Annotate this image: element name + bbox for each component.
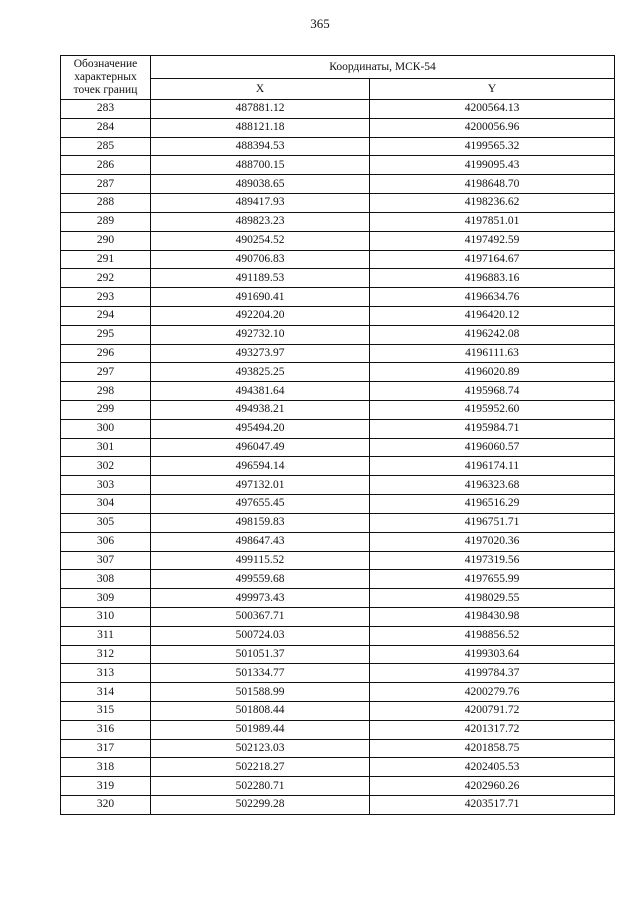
y-coordinate-cell: 4196420.12	[370, 306, 615, 325]
point-number-cell: 303	[61, 476, 151, 495]
x-coordinate-cell: 487881.12	[151, 100, 370, 119]
table-row	[61, 382, 615, 401]
y-coordinate-cell: 4198430.98	[370, 607, 615, 626]
y-coordinate-cell: 4197164.67	[370, 250, 615, 269]
point-number-cell: 283	[61, 100, 151, 119]
x-coordinate-cell: 499973.43	[151, 589, 370, 608]
point-number-cell: 309	[61, 589, 151, 608]
table-header-row	[61, 56, 615, 79]
point-number-cell: 297	[61, 363, 151, 382]
y-coordinate-cell: 4198856.52	[370, 626, 615, 645]
table-row	[61, 683, 615, 702]
table-row	[61, 231, 615, 250]
y-coordinate-cell: 4196883.16	[370, 269, 615, 288]
table-row	[61, 100, 615, 119]
point-number-cell: 294	[61, 306, 151, 325]
table-row	[61, 720, 615, 739]
table-row	[61, 664, 615, 683]
point-number-cell: 301	[61, 438, 151, 457]
y-coordinate-cell: 4200279.76	[370, 683, 615, 702]
point-number-cell: 311	[61, 626, 151, 645]
y-coordinate-cell: 4203517.71	[370, 796, 615, 815]
table-row	[61, 589, 615, 608]
table-row	[61, 401, 615, 420]
y-coordinate-cell: 4200564.13	[370, 100, 615, 119]
x-coordinate-cell: 489038.65	[151, 175, 370, 194]
table-row	[61, 626, 615, 645]
table-row	[61, 495, 615, 514]
y-coordinate-cell: 4198236.62	[370, 194, 615, 213]
x-coordinate-cell: 497655.45	[151, 495, 370, 514]
x-coordinate-cell: 488121.18	[151, 118, 370, 137]
y-coordinate-cell: 4198029.55	[370, 589, 615, 608]
y-coordinate-cell: 4195952.60	[370, 401, 615, 420]
point-number-cell: 288	[61, 194, 151, 213]
point-designation-header	[61, 56, 151, 100]
x-coordinate-cell: 499559.68	[151, 570, 370, 589]
table-row	[61, 212, 615, 231]
y-coordinate-cell: 4199095.43	[370, 156, 615, 175]
x-coordinate-cell: 491189.53	[151, 269, 370, 288]
y-coordinate-cell: 4196242.08	[370, 325, 615, 344]
point-number-cell: 293	[61, 288, 151, 307]
point-number-cell: 318	[61, 758, 151, 777]
table-row	[61, 777, 615, 796]
x-coordinate-cell: 488394.53	[151, 137, 370, 156]
x-coordinate-cell: 501051.37	[151, 645, 370, 664]
point-number-cell: 298	[61, 382, 151, 401]
y-coordinate-cell: 4196111.63	[370, 344, 615, 363]
point-number-cell: 292	[61, 269, 151, 288]
table-row	[61, 645, 615, 664]
x-coordinate-cell: 493825.25	[151, 363, 370, 382]
x-coordinate-cell: 497132.01	[151, 476, 370, 495]
y-coordinate-cell: 4196020.89	[370, 363, 615, 382]
table-row	[61, 551, 615, 570]
point-number-cell: 289	[61, 212, 151, 231]
y-coordinate-cell: 4196323.68	[370, 476, 615, 495]
y-coordinate-cell: 4196174.11	[370, 457, 615, 476]
y-coordinate-cell: 4196751.71	[370, 513, 615, 532]
table-row	[61, 325, 615, 344]
point-header-line: Обозначение	[73, 58, 138, 70]
point-number-cell: 284	[61, 118, 151, 137]
y-coordinate-cell: 4195968.74	[370, 382, 615, 401]
point-number-cell: 312	[61, 645, 151, 664]
y-coordinate-cell: 4197492.59	[370, 231, 615, 250]
table-row	[61, 438, 615, 457]
table-row	[61, 796, 615, 815]
point-number-cell: 304	[61, 495, 151, 514]
x-coordinate-cell: 490706.83	[151, 250, 370, 269]
x-coordinate-cell: 492204.20	[151, 306, 370, 325]
point-number-cell: 306	[61, 532, 151, 551]
point-number-cell: 315	[61, 702, 151, 721]
x-column-header: X	[151, 79, 370, 100]
point-number-cell: 307	[61, 551, 151, 570]
x-coordinate-cell: 489823.23	[151, 212, 370, 231]
x-coordinate-cell: 502218.27	[151, 758, 370, 777]
x-coordinate-cell: 491690.41	[151, 288, 370, 307]
table-row	[61, 288, 615, 307]
coordinates-header: Координаты, МСК-54	[151, 56, 615, 79]
x-coordinate-cell: 502299.28	[151, 796, 370, 815]
x-coordinate-cell: 501588.99	[151, 683, 370, 702]
table-row	[61, 702, 615, 721]
x-coordinate-cell: 498159.83	[151, 513, 370, 532]
point-header-line: характерных	[74, 71, 137, 83]
y-coordinate-cell: 4199784.37	[370, 664, 615, 683]
point-number-cell: 314	[61, 683, 151, 702]
point-number-cell: 313	[61, 664, 151, 683]
point-number-cell: 300	[61, 419, 151, 438]
table-row	[61, 194, 615, 213]
x-coordinate-cell: 493273.97	[151, 344, 370, 363]
x-coordinate-cell: 500724.03	[151, 626, 370, 645]
x-coordinate-cell: 498647.43	[151, 532, 370, 551]
x-coordinate-cell: 496594.14	[151, 457, 370, 476]
point-number-cell: 320	[61, 796, 151, 815]
x-coordinate-cell: 500367.71	[151, 607, 370, 626]
point-number-cell: 310	[61, 607, 151, 626]
table-row	[61, 476, 615, 495]
table-row	[61, 269, 615, 288]
point-number-cell: 308	[61, 570, 151, 589]
x-coordinate-cell: 490254.52	[151, 231, 370, 250]
x-coordinate-cell: 501808.44	[151, 702, 370, 721]
y-coordinate-cell: 4199303.64	[370, 645, 615, 664]
x-coordinate-cell: 489417.93	[151, 194, 370, 213]
y-coordinate-cell: 4202960.26	[370, 777, 615, 796]
x-coordinate-cell: 496047.49	[151, 438, 370, 457]
table-row	[61, 513, 615, 532]
x-coordinate-cell: 494381.64	[151, 382, 370, 401]
y-coordinate-cell: 4200791.72	[370, 702, 615, 721]
table-body	[61, 100, 615, 815]
table-row	[61, 758, 615, 777]
y-coordinate-cell: 4201317.72	[370, 720, 615, 739]
x-coordinate-cell: 492732.10	[151, 325, 370, 344]
y-coordinate-cell: 4197319.56	[370, 551, 615, 570]
y-coordinate-cell: 4196634.76	[370, 288, 615, 307]
table-row	[61, 363, 615, 382]
point-number-cell: 295	[61, 325, 151, 344]
y-coordinate-cell: 4201858.75	[370, 739, 615, 758]
table-row	[61, 607, 615, 626]
table-row	[61, 175, 615, 194]
table-row	[61, 457, 615, 476]
y-coordinate-cell: 4200056.96	[370, 118, 615, 137]
y-coordinate-cell: 4197851.01	[370, 212, 615, 231]
y-coordinate-cell: 4197020.36	[370, 532, 615, 551]
point-header-line: точек границ	[73, 84, 138, 96]
table-row	[61, 137, 615, 156]
x-coordinate-cell: 495494.20	[151, 419, 370, 438]
table-row	[61, 156, 615, 175]
x-coordinate-cell: 502123.03	[151, 739, 370, 758]
point-number-cell: 316	[61, 720, 151, 739]
coordinates-table	[60, 55, 615, 815]
y-coordinate-cell: 4199565.32	[370, 137, 615, 156]
y-coordinate-cell: 4202405.53	[370, 758, 615, 777]
x-coordinate-cell: 502280.71	[151, 777, 370, 796]
point-number-cell: 290	[61, 231, 151, 250]
x-coordinate-cell: 501334.77	[151, 664, 370, 683]
x-coordinate-cell: 501989.44	[151, 720, 370, 739]
table-row	[61, 118, 615, 137]
point-number-cell: 296	[61, 344, 151, 363]
point-number-cell: 285	[61, 137, 151, 156]
table-row	[61, 306, 615, 325]
y-coordinate-cell: 4196060.57	[370, 438, 615, 457]
point-number-cell: 291	[61, 250, 151, 269]
x-coordinate-cell: 499115.52	[151, 551, 370, 570]
y-coordinate-cell: 4195984.71	[370, 419, 615, 438]
page-number: 365	[310, 16, 330, 31]
table-row	[61, 419, 615, 438]
point-number-cell: 319	[61, 777, 151, 796]
x-coordinate-cell: 488700.15	[151, 156, 370, 175]
point-number-cell: 287	[61, 175, 151, 194]
table-row	[61, 739, 615, 758]
x-coordinate-cell: 494938.21	[151, 401, 370, 420]
point-number-cell: 299	[61, 401, 151, 420]
y-coordinate-cell: 4197655.99	[370, 570, 615, 589]
table-row	[61, 570, 615, 589]
point-number-cell: 305	[61, 513, 151, 532]
y-coordinate-cell: 4196516.29	[370, 495, 615, 514]
point-number-cell: 317	[61, 739, 151, 758]
y-column-header: Y	[370, 79, 615, 100]
table-row	[61, 344, 615, 363]
point-number-cell: 302	[61, 457, 151, 476]
table-row	[61, 250, 615, 269]
y-coordinate-cell: 4198648.70	[370, 175, 615, 194]
table-row	[61, 532, 615, 551]
point-number-cell: 286	[61, 156, 151, 175]
